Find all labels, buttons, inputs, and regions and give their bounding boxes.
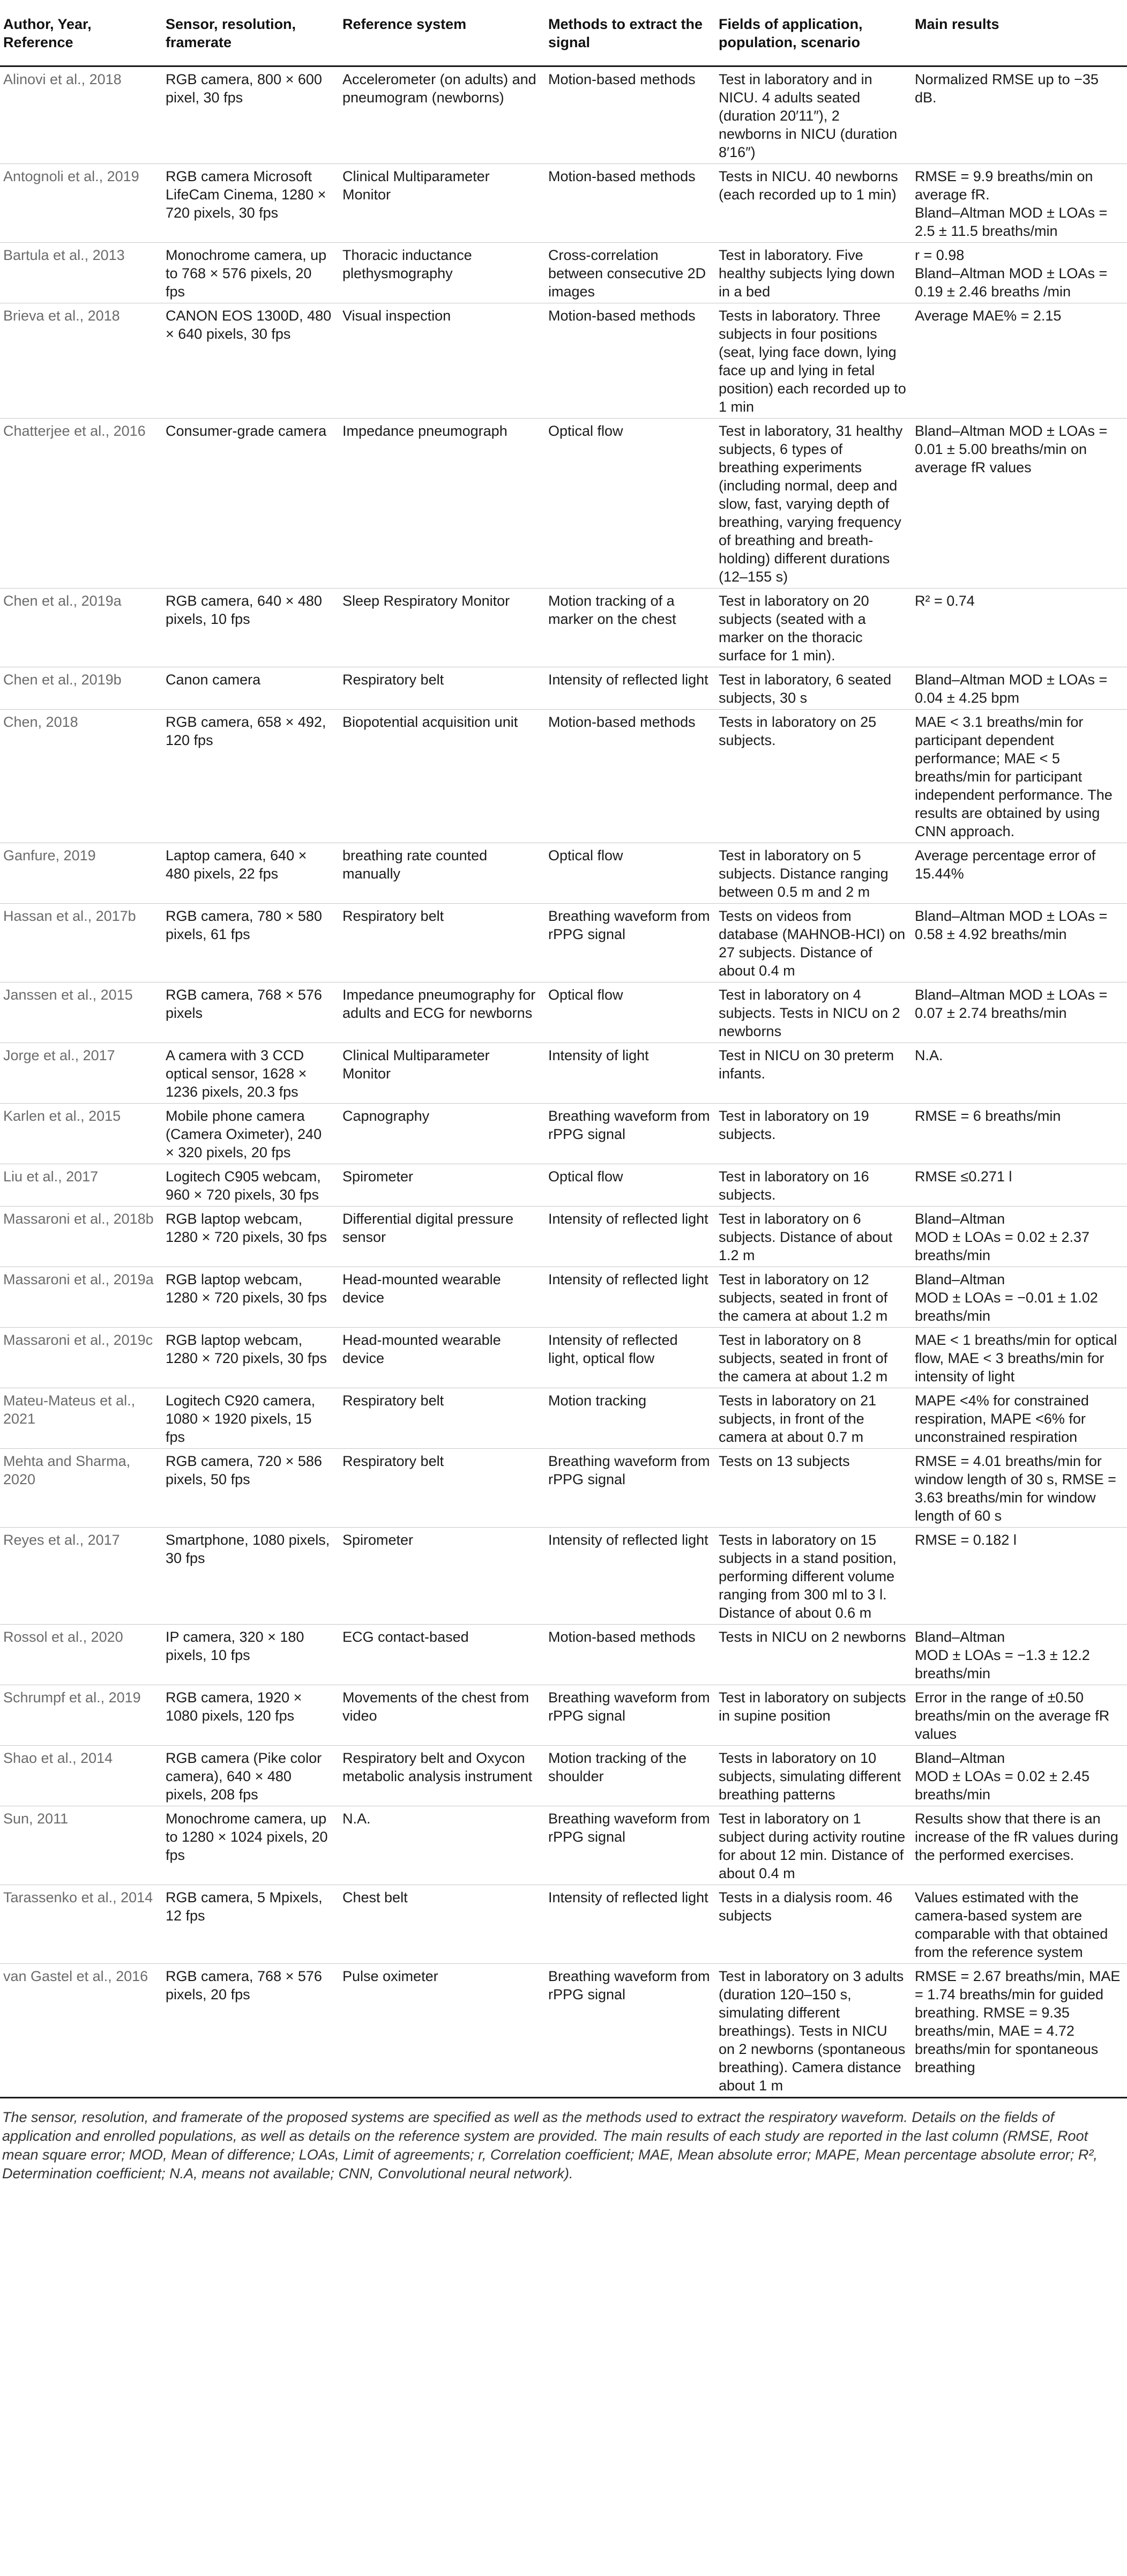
cell-author: Antognoli et al., 2019	[0, 164, 162, 243]
cell-method: Motion tracking of a marker on the chest	[545, 589, 715, 667]
cell-method: Optical flow	[545, 982, 715, 1043]
cell-result: Error in the range of ±0.50 breaths/min on the average fR values	[912, 1685, 1127, 1746]
cell-population: Tests in a dialysis room. 46 subjects	[715, 1885, 912, 1964]
cell-result: Bland–Altman MOD ± LOAs = 0.58 ± 4.92 breaths/min	[912, 904, 1127, 982]
cell-sensor: IP camera, 320 × 180 pixels, 10 fps	[162, 1625, 339, 1685]
table-row	[0, 243, 1127, 303]
header-author: Author, Year, Reference	[0, 11, 162, 66]
cell-author: Massaroni et al., 2019a	[0, 1267, 162, 1328]
cell-sensor: Consumer-grade camera	[162, 419, 339, 589]
cell-method: Intensity of light	[545, 1043, 715, 1104]
cell-population: Test in laboratory and in NICU. 4 adults seated (duration 20′11″), 2 newborns in NICU (duration 8′16″)	[715, 66, 912, 164]
cell-sensor: RGB camera, 658 × 492, 120 fps	[162, 710, 339, 843]
cell-author: Reyes et al., 2017	[0, 1528, 162, 1625]
table-row	[0, 1043, 1127, 1104]
cell-author: van Gastel et al., 2016	[0, 1964, 162, 2098]
cell-method: Motion tracking	[545, 1388, 715, 1449]
table-row	[0, 1267, 1127, 1328]
cell-reference-system: Pulse oximeter	[339, 1964, 545, 2098]
cell-reference-system: Impedance pneumograph	[339, 419, 545, 589]
cell-method: Breathing waveform from rPPG signal	[545, 1685, 715, 1746]
cell-sensor: Logitech C905 webcam, 960 × 720 pixels, 30 fps	[162, 1164, 339, 1207]
cell-population: Test in laboratory on 5 subjects. Distance ranging between 0.5 m and 2 m	[715, 843, 912, 904]
cell-method: Intensity of reflected light	[545, 1207, 715, 1267]
cell-result: Bland–Altman MOD ± LOAs = 0.01 ± 5.00 breaths/min on average fR values	[912, 419, 1127, 589]
cell-result: RMSE = 6 breaths/min	[912, 1104, 1127, 1164]
cell-result: Bland–Altman MOD ± LOAs = 0.04 ± 4.25 bpm	[912, 667, 1127, 710]
cell-population: Test in laboratory on 1 subject during activity routine for about 12 min. Distance of about 0.4 m	[715, 1806, 912, 1885]
cell-sensor: RGB camera, 720 × 586 pixels, 50 fps	[162, 1449, 339, 1528]
cell-sensor: CANON EOS 1300D, 480 × 640 pixels, 30 fps	[162, 303, 339, 419]
cell-reference-system: Sleep Respiratory Monitor	[339, 589, 545, 667]
table-row	[0, 1104, 1127, 1164]
header-reference-system: Reference system	[339, 11, 545, 66]
studies-table	[0, 11, 1127, 2098]
cell-population: Tests in laboratory on 25 subjects.	[715, 710, 912, 843]
cell-method: Intensity of reflected light, optical flow	[545, 1328, 715, 1388]
header-sensor: Sensor, resolution, framerate	[162, 11, 339, 66]
cell-population: Test in laboratory on 6 subjects. Distance of about 1.2 m	[715, 1207, 912, 1267]
cell-reference-system: breathing rate counted manually	[339, 843, 545, 904]
cell-method: Intensity of reflected light	[545, 667, 715, 710]
cell-reference-system: Head-mounted wearable device	[339, 1328, 545, 1388]
cell-result: MAPE <4% for constrained respiration, MAPE <6% for unconstrained respiration	[912, 1388, 1127, 1449]
cell-sensor: Monochrome camera, up to 1280 × 1024 pixels, 20 fps	[162, 1806, 339, 1885]
cell-author: Liu et al., 2017	[0, 1164, 162, 1207]
cell-population: Tests in laboratory. Three subjects in four positions (seat, lying face down, lying face up and lying in fetal position) each recorded up to 1 min	[715, 303, 912, 419]
cell-method: Motion-based methods	[545, 164, 715, 243]
cell-population: Test in laboratory on 3 adults (duration 120–150 s, simulating different breathings). Tests in NICU on 2 newborns (spontaneous breathing). Camera distance about 1 m	[715, 1964, 912, 2098]
cell-reference-system: Respiratory belt and Oxycon metabolic analysis instrument	[339, 1746, 545, 1806]
table-row	[0, 1964, 1127, 2098]
cell-reference-system: Biopotential acquisition unit	[339, 710, 545, 843]
cell-reference-system: Clinical Multiparameter Monitor	[339, 1043, 545, 1104]
cell-result: Bland–Altman MOD ± LOAs = −0.01 ± 1.02 breaths/min	[912, 1267, 1127, 1328]
cell-method: Motion tracking of the shoulder	[545, 1746, 715, 1806]
table-row	[0, 419, 1127, 589]
cell-author: Mateu-Mateus et al., 2021	[0, 1388, 162, 1449]
cell-result: r = 0.98 Bland–Altman MOD ± LOAs = 0.19 ± 2.46 breaths /min	[912, 243, 1127, 303]
cell-reference-system: Chest belt	[339, 1885, 545, 1964]
cell-sensor: RGB laptop webcam, 1280 × 720 pixels, 30 fps	[162, 1267, 339, 1328]
table-row	[0, 667, 1127, 710]
table-row	[0, 66, 1127, 164]
cell-population: Test in laboratory on 4 subjects. Tests in NICU on 2 newborns	[715, 982, 912, 1043]
header-methods: Methods to extract the signal	[545, 11, 715, 66]
cell-author: Schrumpf et al., 2019	[0, 1685, 162, 1746]
cell-sensor: RGB camera, 768 × 576 pixels	[162, 982, 339, 1043]
cell-author: Massaroni et al., 2018b	[0, 1207, 162, 1267]
cell-reference-system: Respiratory belt	[339, 1449, 545, 1528]
table-row	[0, 1388, 1127, 1449]
cell-method: Motion-based methods	[545, 1625, 715, 1685]
table-row	[0, 1746, 1127, 1806]
table-header-row	[0, 11, 1127, 66]
cell-author: Chatterjee et al., 2016	[0, 419, 162, 589]
cell-population: Tests in laboratory on 21 subjects, in front of the camera at about 0.7 m	[715, 1388, 912, 1449]
cell-method: Intensity of reflected light	[545, 1528, 715, 1625]
cell-author: Janssen et al., 2015	[0, 982, 162, 1043]
table-row	[0, 303, 1127, 419]
cell-sensor: RGB laptop webcam, 1280 × 720 pixels, 30 fps	[162, 1207, 339, 1267]
cell-author: Alinovi et al., 2018	[0, 66, 162, 164]
cell-author: Hassan et al., 2017b	[0, 904, 162, 982]
cell-population: Tests in laboratory on 15 subjects in a stand position, performing different volume ranging from 300 ml to 3 l. Distance of about 0.6 m	[715, 1528, 912, 1625]
cell-sensor: RGB camera, 768 × 576 pixels, 20 fps	[162, 1964, 339, 2098]
cell-population: Test in laboratory, 31 healthy subjects, 6 types of breathing experiments (including normal, deep and slow, fast, varying depth of breathing, varying frequency of breathing and breath-holding) different durations (12–155 s)	[715, 419, 912, 589]
cell-reference-system: Accelerometer (on adults) and pneumogram (newborns)	[339, 66, 545, 164]
cell-result: MAE < 3.1 breaths/min for participant dependent performance; MAE < 5 breaths/min for participant independent performance. The results are obtained by using CNN approach.	[912, 710, 1127, 843]
cell-method: Motion-based methods	[545, 66, 715, 164]
cell-result: Bland–Altman MOD ± LOAs = 0.02 ± 2.45 breaths/min	[912, 1746, 1127, 1806]
cell-reference-system: Capnography	[339, 1104, 545, 1164]
cell-method: Breathing waveform from rPPG signal	[545, 1806, 715, 1885]
table-row	[0, 164, 1127, 243]
table-row	[0, 710, 1127, 843]
header-main-results: Main results	[912, 11, 1127, 66]
cell-reference-system: Visual inspection	[339, 303, 545, 419]
cell-author: Mehta and Sharma, 2020	[0, 1449, 162, 1528]
cell-sensor: RGB camera, 1920 × 1080 pixels, 120 fps	[162, 1685, 339, 1746]
cell-sensor: Monochrome camera, up to 768 × 576 pixels, 20 fps	[162, 243, 339, 303]
cell-reference-system: Spirometer	[339, 1528, 545, 1625]
table-row	[0, 1164, 1127, 1207]
cell-result: RMSE = 0.182 l	[912, 1528, 1127, 1625]
cell-method: Intensity of reflected light	[545, 1267, 715, 1328]
cell-author: Tarassenko et al., 2014	[0, 1885, 162, 1964]
cell-reference-system: Head-mounted wearable device	[339, 1267, 545, 1328]
table-row	[0, 1207, 1127, 1267]
cell-result: RMSE = 4.01 breaths/min for window length of 30 s, RMSE = 3.63 breaths/min for window length of 60 s	[912, 1449, 1127, 1528]
cell-population: Test in laboratory on 19 subjects.	[715, 1104, 912, 1164]
cell-author: Sun, 2011	[0, 1806, 162, 1885]
cell-reference-system: N.A.	[339, 1806, 545, 1885]
cell-author: Chen et al., 2019b	[0, 667, 162, 710]
cell-method: Motion-based methods	[545, 303, 715, 419]
cell-method: Optical flow	[545, 843, 715, 904]
cell-reference-system: Thoracic inductance plethysmography	[339, 243, 545, 303]
cell-result: N.A.	[912, 1043, 1127, 1104]
cell-sensor: Canon camera	[162, 667, 339, 710]
cell-reference-system: Impedance pneumography for adults and ECG for newborns	[339, 982, 545, 1043]
cell-population: Tests in NICU on 2 newborns	[715, 1625, 912, 1685]
cell-sensor: RGB camera, 5 Mpixels, 12 fps	[162, 1885, 339, 1964]
cell-result: Bland–Altman MOD ± LOAs = 0.02 ± 2.37 breaths/min	[912, 1207, 1127, 1267]
cell-result: R² = 0.74	[912, 589, 1127, 667]
cell-result: Bland–Altman MOD ± LOAs = −1.3 ± 12.2 breaths/min	[912, 1625, 1127, 1685]
cell-sensor: Laptop camera, 640 × 480 pixels, 22 fps	[162, 843, 339, 904]
cell-method: Breathing waveform from rPPG signal	[545, 904, 715, 982]
cell-sensor: RGB camera (Pike color camera), 640 × 480 pixels, 208 fps	[162, 1746, 339, 1806]
cell-sensor: Logitech C920 camera, 1080 × 1920 pixels, 15 fps	[162, 1388, 339, 1449]
cell-result: RMSE = 9.9 breaths/min on average fR. Bland–Altman MOD ± LOAs = 2.5 ± 11.5 breaths/min	[912, 164, 1127, 243]
cell-result: RMSE ≤0.271 l	[912, 1164, 1127, 1207]
cell-result: Bland–Altman MOD ± LOAs = 0.07 ± 2.74 breaths/min	[912, 982, 1127, 1043]
table-row	[0, 1328, 1127, 1388]
cell-reference-system: Differential digital pressure sensor	[339, 1207, 545, 1267]
table-row	[0, 904, 1127, 982]
cell-sensor: Mobile phone camera (Camera Oximeter), 240 × 320 pixels, 20 fps	[162, 1104, 339, 1164]
cell-method: Motion-based methods	[545, 710, 715, 843]
cell-author: Shao et al., 2014	[0, 1746, 162, 1806]
cell-population: Tests on 13 subjects	[715, 1449, 912, 1528]
table-row	[0, 589, 1127, 667]
cell-population: Tests on videos from database (MAHNOB-HCI) on 27 subjects. Distance of about 0.4 m	[715, 904, 912, 982]
cell-method: Cross-correlation between consecutive 2D images	[545, 243, 715, 303]
cell-author: Massaroni et al., 2019c	[0, 1328, 162, 1388]
cell-reference-system: Movements of the chest from video	[339, 1685, 545, 1746]
table-row	[0, 1625, 1127, 1685]
cell-population: Test in laboratory on 16 subjects.	[715, 1164, 912, 1207]
cell-author: Jorge et al., 2017	[0, 1043, 162, 1104]
table-body	[0, 66, 1127, 2098]
cell-population: Tests in NICU. 40 newborns (each recorded up to 1 min)	[715, 164, 912, 243]
cell-reference-system: Spirometer	[339, 1164, 545, 1207]
cell-result: Average percentage error of 15.44%	[912, 843, 1127, 904]
cell-author: Ganfure, 2019	[0, 843, 162, 904]
cell-population: Test in laboratory, 6 seated subjects, 30 s	[715, 667, 912, 710]
cell-method: Breathing waveform from rPPG signal	[545, 1449, 715, 1528]
cell-sensor: RGB camera, 640 × 480 pixels, 10 fps	[162, 589, 339, 667]
cell-population: Tests in laboratory on 10 subjects, simulating different breathing patterns	[715, 1746, 912, 1806]
cell-population: Test in laboratory on 8 subjects, seated in front of the camera at about 1.2 m	[715, 1328, 912, 1388]
cell-sensor: A camera with 3 CCD optical sensor, 1628 × 1236 pixels, 20.3 fps	[162, 1043, 339, 1104]
cell-population: Test in laboratory. Five healthy subjects lying down in a bed	[715, 243, 912, 303]
cell-author: Bartula et al., 2013	[0, 243, 162, 303]
table-caption: The sensor, resolution, and framerate of the proposed systems are specified as well as the methods used to extract the respiratory waveform. Details on the fields of application and enrolled populations, as well as details on the reference system are provided. The main results of each study are reported in the last column (RMSE, Root mean square error; MOD, Mean of difference; LOAs, Limit of agreements; r, Correlation coefficient; MAE, Mean absolute error; MAPE, Mean percentage absolute error; R², Determination coefficient; N.A, means not available; CNN, Convolutional neural network).	[2, 2109, 1098, 2182]
cell-author: Rossol et al., 2020	[0, 1625, 162, 1685]
cell-reference-system: Clinical Multiparameter Monitor	[339, 164, 545, 243]
cell-reference-system: ECG contact-based	[339, 1625, 545, 1685]
cell-result: Results show that there is an increase of the fR values during the performed exercises.	[912, 1806, 1127, 1885]
cell-author: Brieva et al., 2018	[0, 303, 162, 419]
cell-result: Values estimated with the camera-based system are comparable with that obtained from the reference system	[912, 1885, 1127, 1964]
cell-sensor: RGB camera Microsoft LifeCam Cinema, 1280 × 720 pixels, 30 fps	[162, 164, 339, 243]
cell-method: Optical flow	[545, 1164, 715, 1207]
cell-method: Breathing waveform from rPPG signal	[545, 1964, 715, 2098]
cell-method: Optical flow	[545, 419, 715, 589]
table-row	[0, 982, 1127, 1043]
header-fields-of-application: Fields of application, population, scenario	[715, 11, 912, 66]
table-row	[0, 1806, 1127, 1885]
cell-method: Intensity of reflected light	[545, 1885, 715, 1964]
cell-result: MAE < 1 breaths/min for optical flow, MAE < 3 breaths/min for intensity of light	[912, 1328, 1127, 1388]
cell-reference-system: Respiratory belt	[339, 1388, 545, 1449]
table-row	[0, 1885, 1127, 1964]
cell-reference-system: Respiratory belt	[339, 904, 545, 982]
cell-population: Test in NICU on 30 preterm infants.	[715, 1043, 912, 1104]
cell-population: Test in laboratory on 12 subjects, seated in front of the camera at about 1.2 m	[715, 1267, 912, 1328]
cell-population: Test in laboratory on 20 subjects (seated with a marker on the thoracic surface for 1 min).	[715, 589, 912, 667]
cell-sensor: RGB camera, 780 × 580 pixels, 61 fps	[162, 904, 339, 982]
cell-author: Chen, 2018	[0, 710, 162, 843]
cell-result: RMSE = 2.67 breaths/min, MAE = 1.74 breaths/min for guided breathing. RMSE = 9.35 breaths/min, MAE = 4.72 breaths/min for spontaneous breathing	[912, 1964, 1127, 2098]
table-row	[0, 1449, 1127, 1528]
cell-population: Test in laboratory on subjects in supine position	[715, 1685, 912, 1746]
cell-sensor: Smartphone, 1080 pixels, 30 fps	[162, 1528, 339, 1625]
cell-method: Breathing waveform from rPPG signal	[545, 1104, 715, 1164]
table-row	[0, 1528, 1127, 1625]
cell-author: Chen et al., 2019a	[0, 589, 162, 667]
cell-sensor: RGB laptop webcam, 1280 × 720 pixels, 30 fps	[162, 1328, 339, 1388]
table-row	[0, 1685, 1127, 1746]
cell-author: Karlen et al., 2015	[0, 1104, 162, 1164]
cell-result: Average MAE% = 2.15	[912, 303, 1127, 419]
cell-reference-system: Respiratory belt	[339, 667, 545, 710]
cell-sensor: RGB camera, 800 × 600 pixel, 30 fps	[162, 66, 339, 164]
cell-result: Normalized RMSE up to −35 dB.	[912, 66, 1127, 164]
table-row	[0, 843, 1127, 904]
